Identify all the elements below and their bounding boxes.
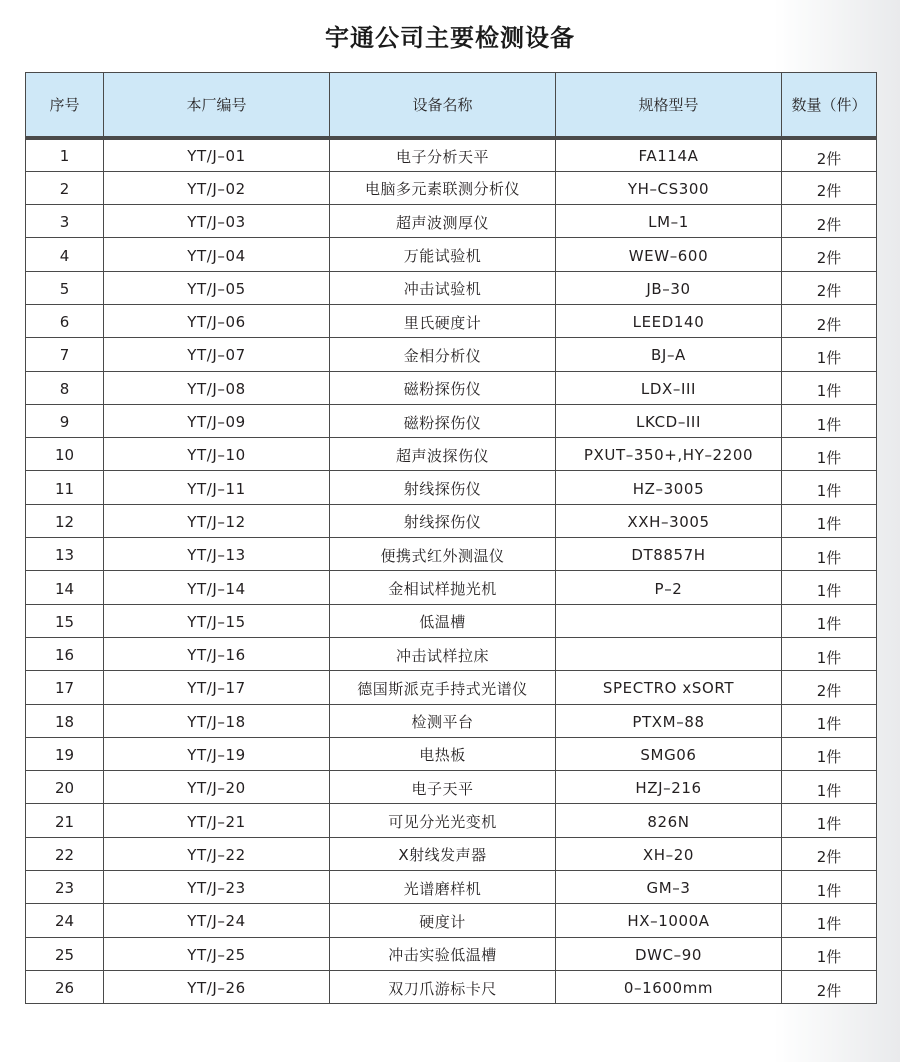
cell-no: 20: [26, 771, 104, 804]
cell-code: YT/J–08: [104, 371, 330, 404]
cell-qty: 2件: [782, 138, 877, 171]
cell-code: YT/J–24: [104, 904, 330, 937]
table-row: [26, 238, 877, 271]
cell-code: YT/J–10: [104, 438, 330, 471]
cell-name: 可见分光光变机: [330, 804, 556, 837]
cell-spec: LKCD–III: [556, 404, 782, 437]
cell-name: 超声波探伤仪: [330, 438, 556, 471]
cell-spec: LEED140: [556, 304, 782, 337]
cell-name: 冲击实验低温槽: [330, 937, 556, 970]
cell-spec: HZJ–216: [556, 771, 782, 804]
cell-spec: XH–20: [556, 837, 782, 870]
cell-no: 13: [26, 538, 104, 571]
cell-no: 17: [26, 671, 104, 704]
cell-no: 18: [26, 704, 104, 737]
cell-name: 射线探伤仪: [330, 471, 556, 504]
cell-spec: WEW–600: [556, 238, 782, 271]
cell-spec: FA114A: [556, 138, 782, 171]
table-body: [26, 138, 877, 1004]
equipment-table: [25, 72, 877, 1004]
cell-no: 10: [26, 438, 104, 471]
cell-qty: 1件: [782, 471, 877, 504]
cell-code: YT/J–13: [104, 538, 330, 571]
cell-code: YT/J–04: [104, 238, 330, 271]
cell-no: 8: [26, 371, 104, 404]
cell-qty: 1件: [782, 538, 877, 571]
cell-qty: 1件: [782, 571, 877, 604]
cell-name: 万能试验机: [330, 238, 556, 271]
cell-name: 超声波测厚仪: [330, 205, 556, 238]
cell-code: YT/J–23: [104, 871, 330, 904]
cell-code: YT/J–06: [104, 304, 330, 337]
cell-no: 6: [26, 304, 104, 337]
cell-name: 检测平台: [330, 704, 556, 737]
cell-qty: 2件: [782, 238, 877, 271]
cell-spec: BJ–A: [556, 338, 782, 371]
cell-no: 5: [26, 271, 104, 304]
cell-name: 冲击试样拉床: [330, 637, 556, 670]
table-row: [26, 937, 877, 970]
cell-no: 26: [26, 970, 104, 1003]
cell-spec: HZ–3005: [556, 471, 782, 504]
cell-no: 7: [26, 338, 104, 371]
table-row: [26, 837, 877, 870]
table-row: [26, 538, 877, 571]
cell-no: 16: [26, 637, 104, 670]
cell-qty: 2件: [782, 271, 877, 304]
cell-qty: 1件: [782, 904, 877, 937]
cell-qty: 1件: [782, 937, 877, 970]
cell-qty: 1件: [782, 704, 877, 737]
cell-qty: 1件: [782, 438, 877, 471]
header-spec: 规格型号: [556, 73, 782, 139]
table-row: [26, 271, 877, 304]
table-row: [26, 970, 877, 1003]
table-row: [26, 205, 877, 238]
table-row: [26, 504, 877, 537]
cell-code: YT/J–19: [104, 737, 330, 770]
cell-code: YT/J–14: [104, 571, 330, 604]
cell-spec: [556, 604, 782, 637]
cell-qty: 1件: [782, 504, 877, 537]
cell-name: 磁粉探伤仪: [330, 404, 556, 437]
cell-qty: 1件: [782, 338, 877, 371]
cell-qty: 1件: [782, 404, 877, 437]
cell-qty: 1件: [782, 804, 877, 837]
cell-code: YT/J–05: [104, 271, 330, 304]
cell-spec: PXUT–350+,HY–2200: [556, 438, 782, 471]
table-row: [26, 671, 877, 704]
cell-spec: JB–30: [556, 271, 782, 304]
cell-code: YT/J–11: [104, 471, 330, 504]
cell-code: YT/J–03: [104, 205, 330, 238]
cell-spec: P–2: [556, 571, 782, 604]
cell-no: 21: [26, 804, 104, 837]
cell-no: 23: [26, 871, 104, 904]
cell-name: 德国斯派克手持式光谱仪: [330, 671, 556, 704]
table-row: [26, 637, 877, 670]
cell-name: 电脑多元素联测分析仪: [330, 171, 556, 204]
cell-no: 25: [26, 937, 104, 970]
cell-code: YT/J–18: [104, 704, 330, 737]
cell-spec: XXH–3005: [556, 504, 782, 537]
cell-no: 11: [26, 471, 104, 504]
cell-no: 15: [26, 604, 104, 637]
cell-no: 12: [26, 504, 104, 537]
cell-spec: LDX–III: [556, 371, 782, 404]
table-row: [26, 138, 877, 171]
cell-name: 低温槽: [330, 604, 556, 637]
cell-code: YT/J–26: [104, 970, 330, 1003]
cell-spec: GM–3: [556, 871, 782, 904]
cell-name: 便携式红外测温仪: [330, 538, 556, 571]
cell-name: 电子天平: [330, 771, 556, 804]
table-row: [26, 904, 877, 937]
cell-name: 电热板: [330, 737, 556, 770]
table-row: [26, 171, 877, 204]
cell-code: YT/J–15: [104, 604, 330, 637]
cell-name: 冲击试验机: [330, 271, 556, 304]
cell-name: 里氏硬度计: [330, 304, 556, 337]
table-row: [26, 438, 877, 471]
cell-spec: [556, 637, 782, 670]
cell-no: 9: [26, 404, 104, 437]
table-row: [26, 371, 877, 404]
cell-name: 硬度计: [330, 904, 556, 937]
header-no: 序号: [26, 73, 104, 139]
cell-no: 19: [26, 737, 104, 770]
cell-qty: 2件: [782, 304, 877, 337]
cell-no: 1: [26, 138, 104, 171]
cell-code: YT/J–12: [104, 504, 330, 537]
cell-spec: 826N: [556, 804, 782, 837]
cell-no: 22: [26, 837, 104, 870]
cell-name: 光谱磨样机: [330, 871, 556, 904]
cell-code: YT/J–09: [104, 404, 330, 437]
cell-code: YT/J–20: [104, 771, 330, 804]
table-row: [26, 404, 877, 437]
cell-qty: 1件: [782, 737, 877, 770]
cell-spec: HX–1000A: [556, 904, 782, 937]
table-row: [26, 604, 877, 637]
cell-qty: 1件: [782, 604, 877, 637]
cell-code: YT/J–01: [104, 138, 330, 171]
cell-no: 24: [26, 904, 104, 937]
table-row: [26, 771, 877, 804]
cell-spec: DT8857H: [556, 538, 782, 571]
cell-no: 2: [26, 171, 104, 204]
table-header-row: [26, 73, 877, 139]
cell-spec: SMG06: [556, 737, 782, 770]
table-row: [26, 871, 877, 904]
cell-name: 金相试样抛光机: [330, 571, 556, 604]
cell-code: YT/J–16: [104, 637, 330, 670]
cell-code: YT/J–17: [104, 671, 330, 704]
cell-qty: 2件: [782, 970, 877, 1003]
table-row: [26, 804, 877, 837]
page-title: 宇通公司主要检测设备: [325, 24, 575, 52]
cell-qty: 2件: [782, 205, 877, 238]
table-row: [26, 571, 877, 604]
cell-code: YT/J–02: [104, 171, 330, 204]
header-name: 设备名称: [330, 73, 556, 139]
cell-name: 双刀爪游标卡尺: [330, 970, 556, 1003]
cell-qty: 1件: [782, 771, 877, 804]
cell-qty: 1件: [782, 637, 877, 670]
cell-qty: 2件: [782, 837, 877, 870]
cell-no: 14: [26, 571, 104, 604]
cell-name: 电子分析天平: [330, 138, 556, 171]
cell-no: 4: [26, 238, 104, 271]
cell-code: YT/J–25: [104, 937, 330, 970]
cell-spec: LM–1: [556, 205, 782, 238]
cell-name: 金相分析仪: [330, 338, 556, 371]
cell-qty: 1件: [782, 371, 877, 404]
cell-qty: 2件: [782, 171, 877, 204]
cell-spec: DWC–90: [556, 937, 782, 970]
table-row: [26, 304, 877, 337]
table-row: [26, 737, 877, 770]
table-row: [26, 704, 877, 737]
cell-qty: 1件: [782, 871, 877, 904]
cell-spec: 0–1600mm: [556, 970, 782, 1003]
cell-no: 3: [26, 205, 104, 238]
header-code: 本厂编号: [104, 73, 330, 139]
cell-spec: YH–CS300: [556, 171, 782, 204]
cell-code: YT/J–07: [104, 338, 330, 371]
table-row: [26, 471, 877, 504]
cell-spec: PTXM–88: [556, 704, 782, 737]
table-row: [26, 338, 877, 371]
cell-code: YT/J–21: [104, 804, 330, 837]
header-qty: 数量（件）: [782, 73, 877, 139]
cell-code: YT/J–22: [104, 837, 330, 870]
cell-spec: SPECTRO xSORT: [556, 671, 782, 704]
cell-qty: 2件: [782, 671, 877, 704]
cell-name: 射线探伤仪: [330, 504, 556, 537]
cell-name: X射线发声器: [330, 837, 556, 870]
cell-name: 磁粉探伤仪: [330, 371, 556, 404]
